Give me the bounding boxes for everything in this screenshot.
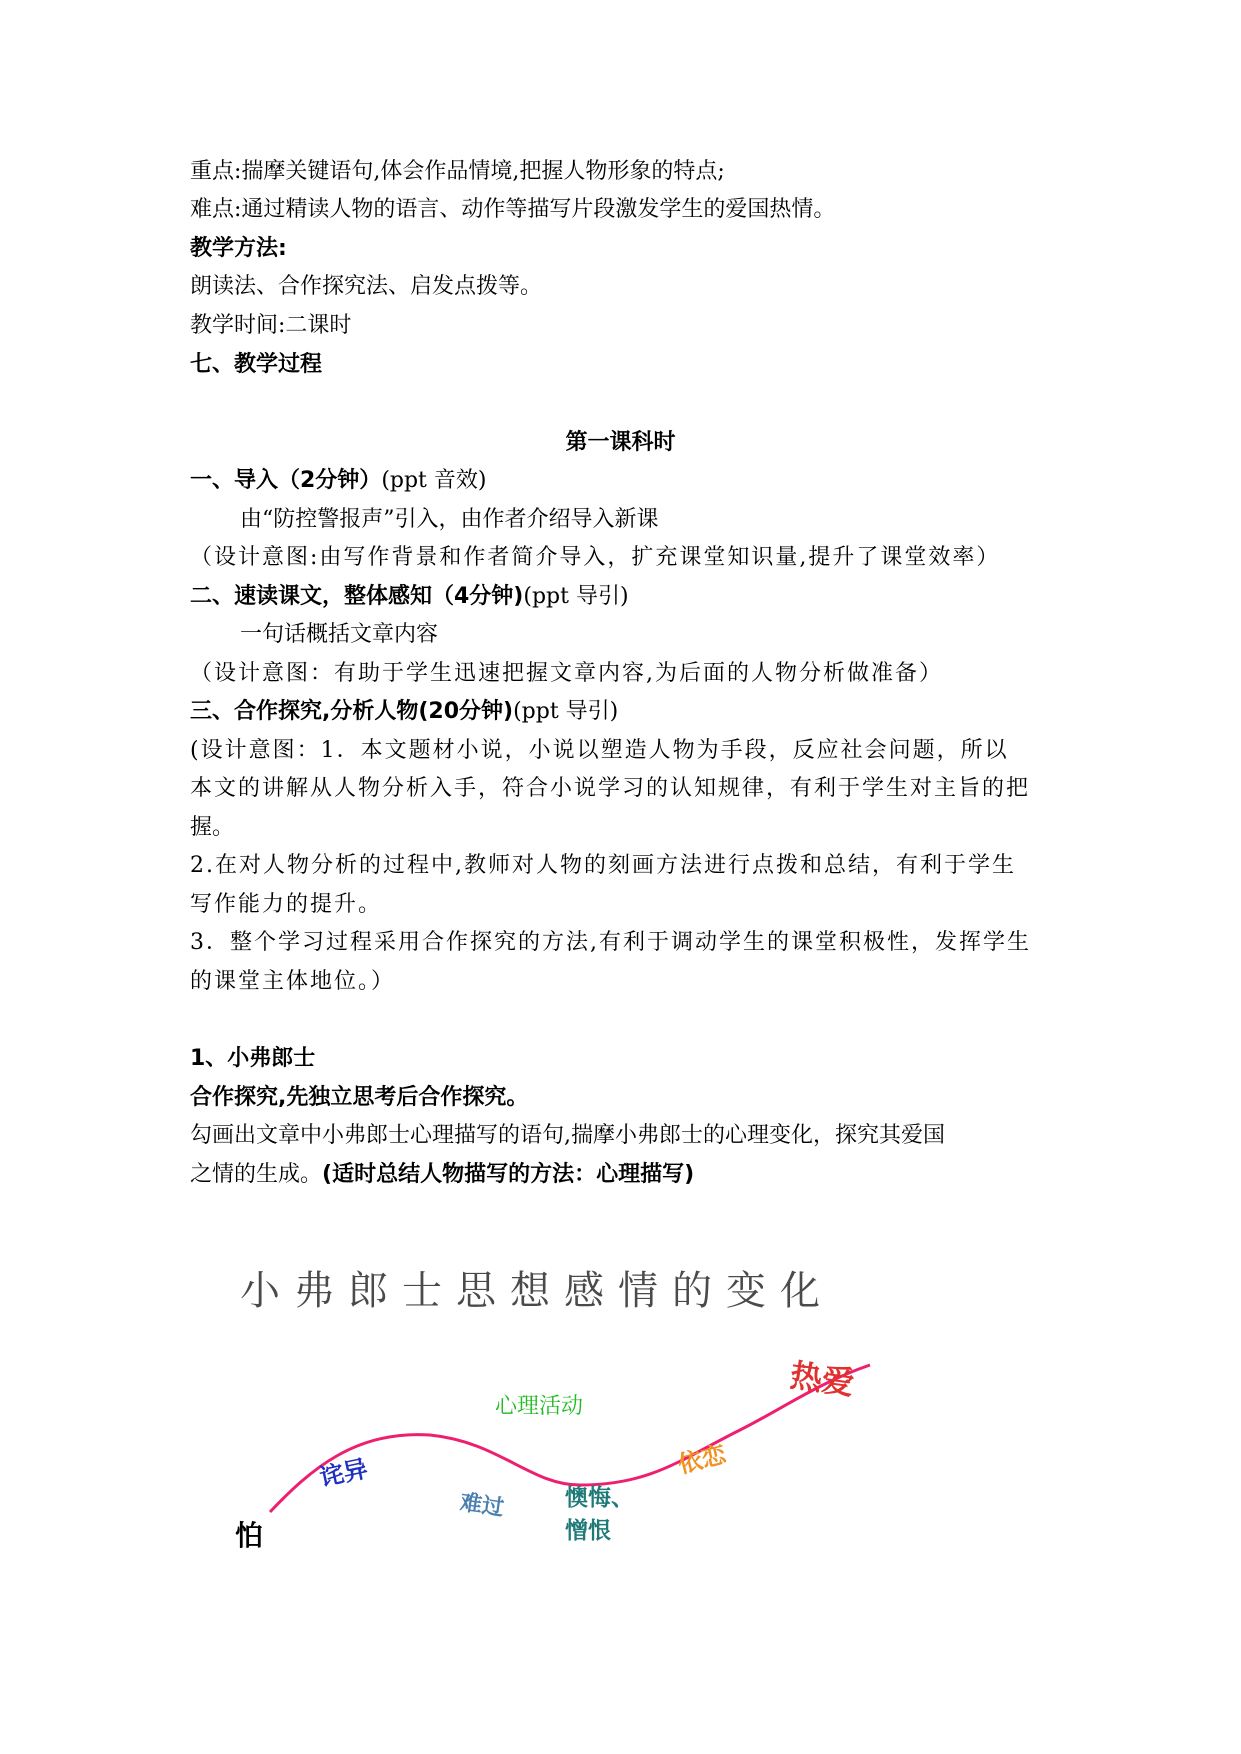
label-regret: 懊悔、 bbox=[565, 1485, 634, 1511]
emotion-change-diagram bbox=[180, 1270, 940, 1600]
part-one-title: 一、导入（2分钟） bbox=[190, 468, 382, 493]
part-two-intent: （设计意图：有助于学生迅速把握文章内容,为后面的人物分析做准备） bbox=[190, 661, 943, 686]
part-two-note: (ppt 导引) bbox=[523, 584, 629, 609]
intent-line-1: (设计意图：1．本文题材小说，小说以塑造人物为手段，反应社会问题，所以 bbox=[190, 738, 1009, 763]
task-text-2 bbox=[190, 1160, 694, 1190]
intent-line-5: 写作能力的提升。 bbox=[190, 892, 383, 917]
subsection-heading: 1、小弗郎士 bbox=[190, 1046, 316, 1071]
center-label: 心理活动 bbox=[495, 1394, 584, 1419]
difficulty-line: 难点:通过精读人物的语言、动作等描写片段激发学生的爱国热情。 bbox=[190, 197, 836, 222]
part-one-note: (ppt 音效) bbox=[381, 468, 487, 493]
intent-line-3: 握。 bbox=[190, 815, 235, 840]
task-heading: 合作探究,先独立思考后合作探究。 bbox=[190, 1085, 529, 1110]
intent-line-2: 本文的讲解从人物分析入手，符合小说学习的认知规律，有利于学生对主旨的把 bbox=[190, 776, 1031, 801]
key-point-line: 重点:揣摩关键语句,体会作品情境,把握人物形象的特点; bbox=[190, 159, 725, 184]
part-two-heading bbox=[190, 582, 629, 612]
lesson-one-title: 第一课科时 bbox=[565, 430, 676, 455]
teaching-method-heading: 教学方法: bbox=[190, 236, 287, 261]
part-two-title: 二、速读课文，整体感知（4分钟) bbox=[190, 584, 524, 609]
task-text-2-bold: (适时总结人物描写的方法：心理描写) bbox=[322, 1162, 695, 1187]
task-text-1: 勾画出文章中小弗郎士心理描写的语句,揣摩小弗郎士的心理变化，探究其爱国 bbox=[190, 1123, 945, 1148]
part-three-heading bbox=[190, 697, 618, 727]
label-love: 热爱 bbox=[787, 1356, 857, 1403]
part-three-note: (ppt 导引) bbox=[513, 699, 619, 724]
section-seven-heading: 七、教学过程 bbox=[190, 352, 323, 377]
intent-line-4: 2.在对人物分析的过程中,教师对人物的刻画方法进行点拨和总结，有利于学生 bbox=[190, 853, 1016, 878]
part-one-heading bbox=[190, 466, 486, 496]
label-surprise: 诧异 bbox=[317, 1454, 371, 1492]
part-one-intent: （设计意图:由写作背景和作者简介导入，扩充课堂知识量,提升了课堂效率） bbox=[190, 545, 1001, 570]
task-text-2-plain: 之情的生成。 bbox=[190, 1162, 323, 1187]
intent-line-7: 的课堂主体地位。） bbox=[190, 969, 396, 994]
teaching-method-text: 朗读法、合作探究法、启发点拨等。 bbox=[190, 274, 543, 299]
teaching-time-line: 教学时间:二课时 bbox=[190, 313, 352, 338]
part-one-text: 由“防控警报声”引入，由作者介绍导入新课 bbox=[240, 507, 659, 532]
label-fear: 怕 bbox=[235, 1519, 264, 1552]
part-two-text: 一句话概括文章内容 bbox=[240, 622, 439, 647]
label-sad: 难过 bbox=[458, 1490, 506, 1522]
intent-line-6: 3．整个学习过程采用合作探究的方法,有利于调动学生的课堂积极性，发挥学生 bbox=[190, 930, 1031, 955]
diagram-title: 小弗郎士思想感情的变化 bbox=[240, 1270, 834, 1314]
part-three-title: 三、合作探究,分析人物(20分钟) bbox=[190, 699, 514, 724]
label-hate: 憎恨 bbox=[565, 1518, 611, 1544]
label-attachment: 依恋 bbox=[675, 1440, 729, 1479]
